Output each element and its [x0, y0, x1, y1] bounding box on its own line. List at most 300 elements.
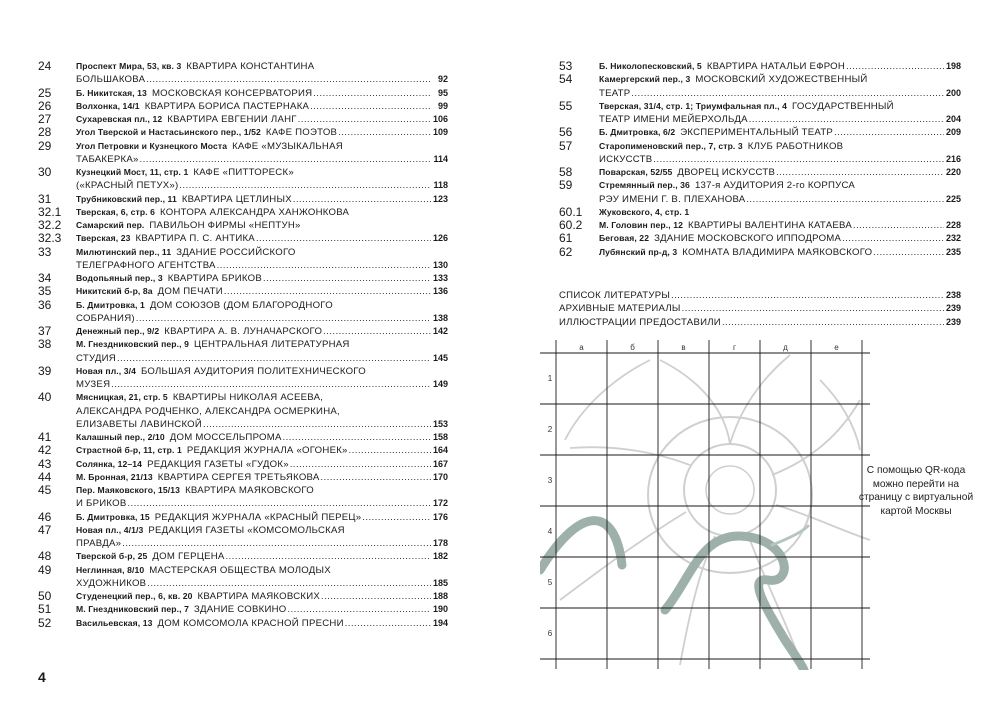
entry-page: 182 — [432, 551, 448, 562]
entry-number: 54 — [559, 72, 573, 87]
entry-title: РЕДАКЦИЯ ЖУРНАЛА «КРАСНЫЙ ПЕРЕЦ» — [154, 511, 362, 523]
entry-line — [599, 60, 961, 73]
entry-title: КВАРТИРА СЕРГЕЯ ТРЕТЬЯКОВА — [157, 471, 320, 483]
entry-line — [76, 484, 448, 497]
toc-entry — [38, 603, 448, 616]
dot-leader — [323, 325, 431, 338]
toc-entry — [559, 219, 961, 232]
entry-line — [599, 100, 961, 113]
toc-entry — [38, 458, 448, 471]
toc-entry — [559, 179, 961, 206]
entry-address: Тверской б-р, 25 — [76, 551, 148, 562]
toc-entry — [38, 511, 448, 524]
toc-entry — [38, 564, 448, 591]
dot-leader — [834, 126, 944, 139]
entry-page: 167 — [432, 458, 448, 469]
toc-entry — [38, 232, 448, 245]
entry-title: СОБРАНИЯ) — [76, 312, 135, 324]
entry-page: 235 — [945, 246, 961, 257]
dot-leader — [226, 550, 431, 563]
entry-number: 43 — [38, 456, 52, 471]
dot-leader — [321, 590, 431, 603]
entry-number: 33 — [38, 244, 52, 259]
dot-leader — [283, 431, 431, 444]
entry-address: Неглинная, 8/10 — [76, 564, 145, 575]
road-boulevard-ring — [706, 466, 754, 514]
entry-address: Беговая, 22 — [599, 233, 650, 244]
entry-number: 48 — [38, 549, 52, 564]
dot-leader — [313, 87, 432, 100]
map-row-label: 4 — [547, 527, 553, 536]
dot-leader — [749, 113, 944, 126]
entry-address: Б. Дмитровка, 15 — [76, 511, 150, 522]
entry-line — [599, 206, 961, 219]
entry-line — [76, 126, 448, 139]
dot-leader — [653, 153, 944, 166]
entry-title: ТЕАТР ИМЕНИ МЕЙЕРХОЛЬДА — [599, 114, 748, 125]
entry-page: 142 — [432, 326, 448, 336]
entry-address: Тверская, 6, стр. 6 — [76, 206, 156, 217]
entry-line — [76, 524, 448, 537]
entry-page: 209 — [945, 127, 961, 138]
entry-title: И БРИКОВ — [76, 498, 127, 510]
dot-leader — [631, 87, 944, 100]
dot-leader — [321, 471, 431, 484]
page-number: 4 — [38, 669, 46, 685]
dot-leader — [842, 232, 944, 245]
entry-number: 56 — [559, 125, 573, 140]
entry-number: 32.1 — [38, 204, 62, 219]
toc-entry — [38, 444, 448, 457]
entry-address: Самарский пер. — [76, 220, 145, 230]
entry-number: 57 — [559, 138, 573, 153]
entry-line — [76, 325, 448, 338]
entry-line — [76, 179, 448, 192]
entry-title: ТЕЛЕГРАФНОГО АГЕНТСТВА — [76, 259, 216, 271]
entry-address: М. Гнездниковский пер., 9 — [76, 339, 189, 350]
entry-number: 35 — [38, 284, 52, 299]
map-river — [540, 521, 808, 670]
back-matter-page: 239 — [945, 303, 961, 314]
entry-line — [76, 391, 448, 404]
moscow-grid-map[interactable] — [540, 340, 870, 670]
entry-line — [599, 153, 961, 166]
entry-title: КВАРТИРА МАЯКОВСКОГО — [185, 485, 315, 496]
entry-page: 153 — [432, 418, 448, 429]
entry-title: КВАРТИРА БРИКОВ — [167, 273, 262, 284]
entry-line — [76, 246, 448, 259]
dot-leader — [722, 312, 944, 325]
entry-page: 190 — [432, 604, 448, 615]
dot-leader — [290, 458, 431, 471]
entry-title: ДОМ СОЮЗОВ (ДОМ БЛАГОРОДНОГО — [149, 299, 333, 311]
dot-leader — [682, 298, 944, 311]
entry-title: СТУДИЯ — [76, 352, 116, 364]
entry-title: КЛУБ РАБОТНИКОВ — [747, 140, 844, 152]
dot-leader — [256, 232, 431, 245]
entry-line — [76, 511, 448, 524]
entry-line — [76, 206, 448, 219]
entry-address: Страстной б-р, 11, стр. 1 — [76, 445, 182, 456]
entry-title: АЛЕКСАНДРА РОДЧЕНКО, АЛЕКСАНДРА ОСМЕРКИНА, — [76, 405, 340, 417]
entry-number: 30 — [38, 165, 52, 179]
map-row-label: 5 — [547, 578, 553, 587]
entry-title: ДОМ ПЕЧАТИ — [157, 286, 223, 298]
entry-title: («КРАСНЫЙ ПЕТУХ») — [76, 180, 179, 192]
entry-line — [76, 73, 448, 86]
entry-page: 228 — [945, 220, 961, 230]
entry-number: 32.2 — [38, 218, 62, 232]
dot-leader — [846, 60, 944, 73]
entry-title: ДВОРЕЦ ИСКУССТВ — [677, 167, 776, 178]
entry-page: 95 — [437, 87, 448, 98]
entry-page: 198 — [945, 61, 961, 71]
entry-title: КОНТОРА АЛЕКСАНДРА ХАНЖОНКОВА — [160, 206, 350, 218]
toc-entry — [38, 365, 448, 392]
toc-entry — [38, 471, 448, 484]
entry-address: Новая пл., 3/4 — [76, 365, 136, 376]
entry-address: М. Бронная, 21/13 — [76, 471, 153, 482]
entry-number: 46 — [38, 509, 52, 524]
toc-entry — [559, 73, 961, 100]
entry-line — [76, 378, 448, 391]
entry-title: ЗДАНИЕ РОССИЙСКОГО — [176, 246, 296, 258]
entry-line — [76, 577, 448, 590]
entry-title: МОСКОВСКАЯ КОНСЕРВАТОРИЯ — [151, 87, 313, 99]
entry-title: ДОМ КОМСОМОЛА КРАСНОЙ ПРЕСНИ — [157, 617, 344, 629]
toc-entry — [38, 299, 448, 326]
entry-page: 204 — [945, 114, 961, 124]
entry-line — [76, 537, 448, 550]
dot-leader — [746, 193, 944, 206]
toc-entry — [38, 590, 448, 603]
map-column-label: в — [681, 343, 686, 352]
entry-line — [76, 272, 448, 285]
toc-entry — [38, 617, 448, 630]
entry-title: КАФЕ ПОЭТОВ — [265, 127, 338, 139]
entry-number: 31 — [38, 191, 52, 206]
map-grid-lines — [540, 340, 870, 669]
entry-number: 24 — [38, 59, 52, 73]
toc-entry — [38, 391, 448, 431]
toc-entry — [38, 431, 448, 444]
road-radial — [660, 360, 730, 444]
dot-leader — [873, 246, 944, 259]
dot-leader — [293, 193, 431, 206]
map-row-label: 2 — [547, 425, 553, 434]
entry-line — [599, 113, 961, 126]
entry-title: КВАРТИРА П. С. АНТИКА — [135, 233, 255, 245]
toc-entry — [38, 206, 448, 219]
entry-line — [76, 471, 448, 484]
entry-address: Б. Никитская, 13 — [76, 87, 147, 98]
entry-title: 137-я АУДИТОРИЯ 2-го КОРПУСА — [694, 180, 856, 192]
entry-line — [599, 140, 961, 153]
entry-title: МОСКОВСКИЙ ХУДОЖЕСТВЕННЫЙ — [695, 74, 868, 86]
entry-address: Новая пл., 4/1/3 — [76, 524, 144, 535]
road-radial — [820, 380, 860, 450]
dot-leader — [147, 577, 431, 590]
entry-page: 220 — [945, 167, 961, 177]
entry-number: 25 — [38, 85, 52, 100]
entry-line — [76, 550, 448, 563]
entry-page: 114 — [433, 153, 448, 164]
entry-title: РЕДАКЦИЯ ЖУРНАЛА «ОГОНЕК» — [186, 445, 348, 457]
back-matter-list — [559, 285, 961, 328]
toc-entry — [559, 232, 961, 245]
toc-entry — [38, 193, 448, 206]
entry-number: 47 — [38, 522, 52, 537]
entry-page: 149 — [432, 379, 448, 389]
entry-page: 200 — [945, 87, 961, 98]
entry-address: Угол Тверской и Настасьинского пер., 1/52 — [76, 127, 261, 138]
entry-number: 60.1 — [559, 204, 583, 219]
entry-address: Трубниковский пер., 11 — [76, 193, 177, 204]
entry-address: Кузнецкий Мост, 11, стр. 1 — [76, 167, 189, 177]
entry-page: 126 — [432, 233, 448, 244]
toc-entry — [559, 60, 961, 73]
toc-entry — [559, 206, 961, 219]
entry-address: Сухаревская пл., 12 — [76, 114, 163, 124]
entry-number: 50 — [38, 589, 52, 603]
entry-number: 29 — [38, 138, 52, 153]
toc-entry — [38, 550, 448, 563]
entry-page: 123 — [432, 193, 448, 204]
entry-address: Мясницкая, 21, стр. 5 — [76, 392, 168, 403]
dot-leader — [122, 537, 431, 550]
entry-title: КАФЕ «ПИТТОРЕСК» — [193, 167, 294, 178]
toc-right-column — [559, 60, 961, 259]
entry-line — [76, 166, 448, 179]
entry-number: 44 — [38, 469, 52, 484]
entry-title: ЗДАНИЕ СОВКИНО — [193, 604, 287, 616]
entry-address: Пер. Маяковского, 15/13 — [76, 485, 181, 495]
back-matter-title: СПИСОК ЛИТЕРАТУРЫ — [559, 290, 671, 301]
entry-page: 232 — [945, 233, 961, 244]
entry-title: ЭКСПЕРИМЕНТАЛЬНЫЙ ТЕАТР — [680, 127, 834, 139]
entry-title: МУЗЕЯ — [76, 379, 111, 390]
entry-line — [76, 497, 448, 510]
entry-number: 34 — [38, 271, 52, 285]
entry-line — [76, 312, 448, 325]
entry-address: Милютинский пер., 11 — [76, 246, 172, 257]
entry-title: ЕЛИЗАВЕТЫ ЛАВИНСКОЙ — [76, 418, 203, 430]
map-caption: С помощью QR-кода можно перейти на страницу с виртуальной картой Москвы — [858, 465, 974, 517]
entry-number: 28 — [38, 125, 52, 140]
toc-entry — [559, 246, 961, 259]
map-column-label: д — [783, 343, 788, 352]
back-matter-page: 238 — [945, 290, 961, 300]
entry-address: Тверская, 31/4, стр. 1; Триумфальная пл., 4 — [599, 100, 787, 111]
entry-number: 59 — [559, 178, 573, 193]
entry-line — [599, 73, 961, 86]
map-roads — [560, 355, 870, 665]
entry-page: 158 — [432, 432, 448, 442]
map-column-label: г — [733, 343, 736, 352]
entry-title: РЭУ ИМЕНИ Г. В. ПЛЕХАНОВА — [599, 193, 746, 205]
entry-page: 130 — [432, 259, 448, 270]
entry-line — [76, 113, 448, 126]
entry-title: КВАРТИРА ЕВГЕНИИ ЛАНГ — [167, 114, 297, 125]
entry-line — [76, 338, 448, 351]
entry-line — [599, 219, 961, 232]
toc-entry — [38, 166, 448, 193]
entry-address: Калашный пер., 2/10 — [76, 432, 165, 442]
dot-leader — [111, 378, 431, 391]
dot-leader — [146, 73, 432, 86]
entry-number: 27 — [38, 112, 52, 126]
entry-line — [599, 87, 961, 100]
entry-line — [76, 458, 448, 471]
entry-number: 60.2 — [559, 218, 583, 232]
toc-left-column — [38, 60, 448, 630]
map-row-label: 3 — [547, 476, 553, 485]
dot-leader — [671, 285, 944, 298]
road-radial — [570, 447, 690, 465]
dot-leader — [140, 153, 432, 166]
entry-line — [599, 166, 961, 179]
entry-title: КВАРТИРЫ НИКОЛАЯ АСЕЕВА, — [172, 392, 324, 404]
toc-entry — [38, 60, 448, 87]
entry-address: Тверская, 23 — [76, 233, 131, 244]
toc-entry — [38, 285, 448, 298]
entry-line — [76, 603, 448, 616]
entry-number: 37 — [38, 324, 52, 338]
entry-address: Солянка, 12–14 — [76, 458, 143, 469]
entry-page: 172 — [432, 498, 448, 509]
dot-leader — [203, 418, 431, 431]
entry-number: 26 — [38, 98, 52, 113]
entry-page: 225 — [945, 193, 961, 204]
map-row-label: 1 — [547, 374, 553, 383]
entry-title: ХУДОЖНИКОВ — [76, 577, 147, 589]
entry-line — [76, 153, 448, 166]
toc-entry — [559, 166, 961, 179]
dot-leader — [298, 113, 431, 126]
entry-title: КВАРТИРА А. В. ЛУНАЧАРСКОГО — [164, 326, 323, 337]
toc-entry — [559, 100, 961, 127]
entry-number: 58 — [559, 165, 573, 179]
entry-line — [599, 232, 961, 245]
entry-line — [76, 617, 448, 630]
entry-number: 62 — [559, 244, 573, 259]
entry-page: 145 — [432, 352, 448, 363]
entry-page: 92 — [437, 74, 448, 85]
entry-title: ГОСУДАРСТВЕННЫЙ — [791, 100, 894, 112]
entry-address: Лубянский пр-д, 3 — [599, 246, 678, 257]
entry-number: 40 — [38, 390, 52, 405]
dot-leader — [338, 126, 431, 139]
entry-title: КАФЕ «МУЗЫКАЛЬНАЯ — [232, 140, 343, 152]
entry-address: Старопименовский пер., 7, стр. 3 — [599, 140, 743, 151]
entry-address: Жуковского, 4, стр. 1 — [599, 206, 690, 217]
entry-page: 194 — [432, 617, 448, 628]
entry-line — [76, 259, 448, 272]
entry-number: 38 — [38, 337, 52, 352]
map-column-label: а — [579, 343, 584, 352]
entry-address: М. Гнездниковский пер., 7 — [76, 604, 189, 615]
entry-line — [76, 100, 448, 113]
entry-page: 178 — [432, 538, 448, 548]
entry-number: 41 — [38, 430, 52, 444]
entry-line — [599, 193, 961, 206]
entry-title: КВАРТИРА НАТАЛЬИ ЕФРОН — [706, 61, 846, 72]
toc-entry — [38, 524, 448, 551]
map-row-label: 6 — [547, 629, 553, 638]
entry-address: Водопьяный пер., 3 — [76, 273, 163, 283]
dot-leader — [128, 497, 431, 510]
entry-number: 45 — [38, 483, 52, 497]
entry-title: ПАВИЛЬОН ФИРМЫ «НЕПТУН» — [149, 220, 301, 231]
entry-line — [76, 193, 448, 206]
yauza-river — [772, 526, 808, 545]
entry-title: РЕДАКЦИЯ ГАЗЕТЫ «ГУДОК» — [147, 458, 289, 470]
entry-page: 216 — [945, 153, 961, 164]
entry-number: 39 — [38, 363, 52, 378]
entry-number: 51 — [38, 602, 52, 617]
entry-page: 106 — [432, 114, 448, 124]
entry-number: 53 — [559, 59, 573, 73]
entry-address: Никитский б-р, 8а — [76, 286, 153, 297]
dot-leader — [224, 285, 431, 298]
entry-page: 109 — [432, 127, 448, 138]
entry-page: 188 — [432, 591, 448, 601]
entry-title: БОЛЬШАЯ АУДИТОРИЯ ПОЛИТЕХНИЧЕСКОГО — [140, 365, 366, 377]
toc-entry — [38, 140, 448, 167]
map-column-label: б — [630, 343, 635, 352]
entry-address: Камергерский пер., 3 — [599, 74, 691, 85]
toc-entry — [38, 87, 448, 100]
entry-title: РЕДАКЦИЯ ГАЗЕТЫ «КОМСОМОЛЬСКАЯ — [148, 524, 345, 536]
entry-address: Проспект Мира, 53, кв. 3 — [76, 61, 182, 71]
entry-title: ИСКУССТВ — [599, 153, 653, 165]
dot-leader — [345, 617, 431, 630]
back-matter-title: АРХИВНЫЕ МАТЕРИАЛЫ — [559, 303, 681, 315]
entry-line — [76, 418, 448, 431]
entry-page: 170 — [432, 471, 448, 482]
entry-line — [76, 431, 448, 444]
entry-address: Поварская, 52/55 — [599, 167, 673, 177]
toc-entry — [38, 100, 448, 113]
entry-title: КВАРТИРА КОНСТАНТИНА — [186, 61, 315, 72]
entry-line — [76, 285, 448, 298]
dot-leader — [117, 352, 431, 365]
back-matter-page: 239 — [945, 316, 961, 327]
entry-number: 36 — [38, 297, 52, 312]
moskva-river — [665, 536, 804, 670]
entry-page: 133 — [432, 273, 448, 283]
entry-title: ТАБАКЕРКА» — [76, 153, 139, 165]
road-inner-ring — [684, 444, 776, 536]
entry-title: ЗДАНИЕ МОСКОВСКОГО ИППОДРОМА — [654, 233, 842, 245]
dot-leader — [853, 219, 944, 232]
entry-page: 185 — [432, 577, 448, 588]
entry-page: 118 — [433, 180, 448, 191]
dot-leader — [288, 603, 431, 616]
entry-number: 55 — [559, 98, 573, 113]
entry-line — [76, 299, 448, 312]
dot-leader — [776, 166, 944, 179]
entry-page: 164 — [432, 445, 448, 456]
entry-address: Угол Петровки и Кузнецкого Моста — [76, 140, 228, 151]
entry-number: 42 — [38, 443, 52, 458]
entry-number: 52 — [38, 615, 52, 630]
entry-title: КВАРТИРА ЦЕТЛИНЫХ — [181, 193, 292, 205]
entry-page: 138 — [432, 312, 448, 323]
dot-leader — [263, 272, 431, 285]
entry-line — [599, 126, 961, 139]
entry-address: Волхонка, 14/1 — [76, 100, 140, 111]
